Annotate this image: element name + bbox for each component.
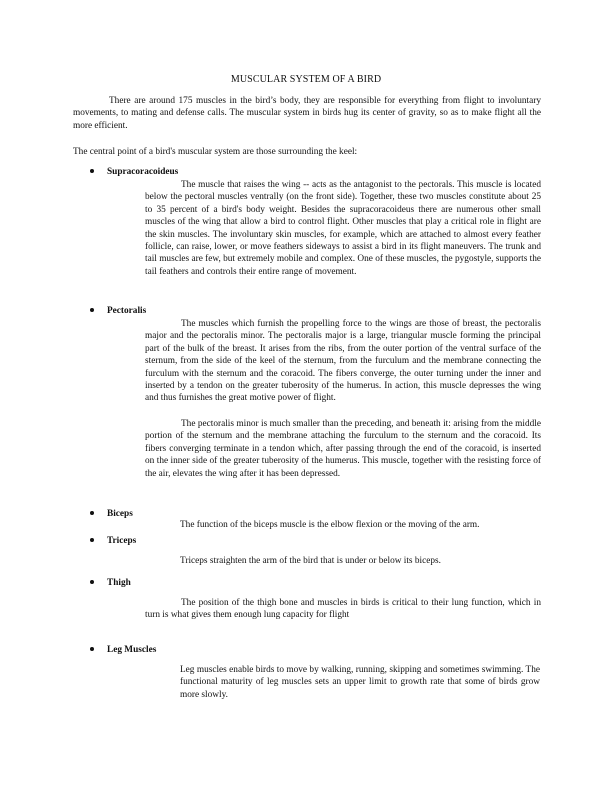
section-heading-label: Triceps xyxy=(107,536,137,546)
section-paragraph-pectoralis-2: The pectoralis minor is much smaller than the preceding, and beneath it: arising from the middle portion of the sternum and the membrane attaching the furculum to the sternum and the coracoid. Its fibers converging terminate in a tendon which, after passing through the end of the coracoid, is inserted on the inner side of the greater tuberosity of the humerus. This muscle, together with the resisting force of the air, elevates the wing after it has been depressed. xyxy=(145,419,541,479)
bullet-icon xyxy=(90,169,94,173)
page-title: MUSCULAR SYSTEM OF A BIRD xyxy=(230,74,382,85)
lead-paragraph: The central point of a bird's muscular system are those surrounding the keel: xyxy=(73,147,358,157)
bullet-icon xyxy=(90,647,94,651)
section-heading-biceps xyxy=(90,508,133,520)
section-heading-label: Biceps xyxy=(107,509,133,519)
section-heading-leg-muscles xyxy=(90,644,156,656)
section-paragraph-thigh: The position of the thigh bone and muscles in birds is critical to their lung function, which in turn is what gives them enough lung capacity for flight xyxy=(145,598,541,621)
section-heading-supracoracoideus xyxy=(90,166,178,178)
section-paragraph-triceps: Triceps straighten the arm of the bird that is under or below its biceps. xyxy=(180,556,441,566)
section-heading-label: Supracoracoideus xyxy=(107,167,179,177)
bullet-icon xyxy=(90,308,94,312)
section-paragraph-pectoralis-1: The muscles which furnish the propelling force to the wings are those of breast, the pectoralis major and the pectoralis minor. The pectoralis major is a large, triangular muscle forming the principal part of the bulk of the breast. It arises from the ribs, from the outer portion of the ventral surface of the sternum, from the side of the keel of the sternum, from the furculum and the membrane connecting the furculum with the sternum and the coracoid. The fibers converge, the outer turning under the inner and inserted by a tendon on the greater tuberosity of the humerus. In action, this muscle depresses the wing and thus furnishes the great motive power of flight. xyxy=(145,319,541,404)
section-heading-triceps xyxy=(90,535,136,547)
bullet-icon xyxy=(90,580,94,584)
section-heading-pectoralis xyxy=(90,305,146,317)
bullet-icon xyxy=(90,511,94,515)
section-heading-thigh xyxy=(90,577,131,589)
section-heading-label: Pectoralis xyxy=(107,306,147,316)
section-heading-label: Thigh xyxy=(107,578,131,588)
intro-paragraph: There are around 175 muscles in the bird’s body, they are responsible for everything from flight to involuntary movements, to mating and defense calls. The muscular system in birds hug its center of gravity, so as to make flight all the more efficient. xyxy=(73,96,541,131)
bullet-icon xyxy=(90,538,94,542)
section-paragraph-biceps: The function of the biceps muscle is the elbow flexion or the moving of the arm. xyxy=(180,520,480,530)
section-paragraph-leg-muscles: Leg muscles enable birds to move by walking, running, skipping and sometimes swimming. The functional maturity of leg muscles sets an upper limit to growth rate that some of birds grow more slowly. xyxy=(180,665,540,700)
section-paragraph-supracoracoideus: The muscle that raises the wing -- acts as the antagonist to the pectorals. This muscle is located below the pectoral muscles ventrally (on the front side). Together, these two muscles constitute about 25 to 35 percent of a bird's body weight. Besides the supracoracoideus there are numerous other small muscles of the wing that allow a bird to control flight. Other muscles that play a critical role in flight are the skin muscles. The involuntary skin muscles, for example, which are attached to almost every feather follicle, can raise, lower, or move feathers sideways to assist a bird in its flight maneuvers. The trunk and tail muscles are few, but extremely mobile and complex. One of these muscles, the pygostyle, supports the tail feathers and controls their entire range of movement. xyxy=(145,180,541,277)
section-heading-label: Leg Muscles xyxy=(107,645,157,655)
